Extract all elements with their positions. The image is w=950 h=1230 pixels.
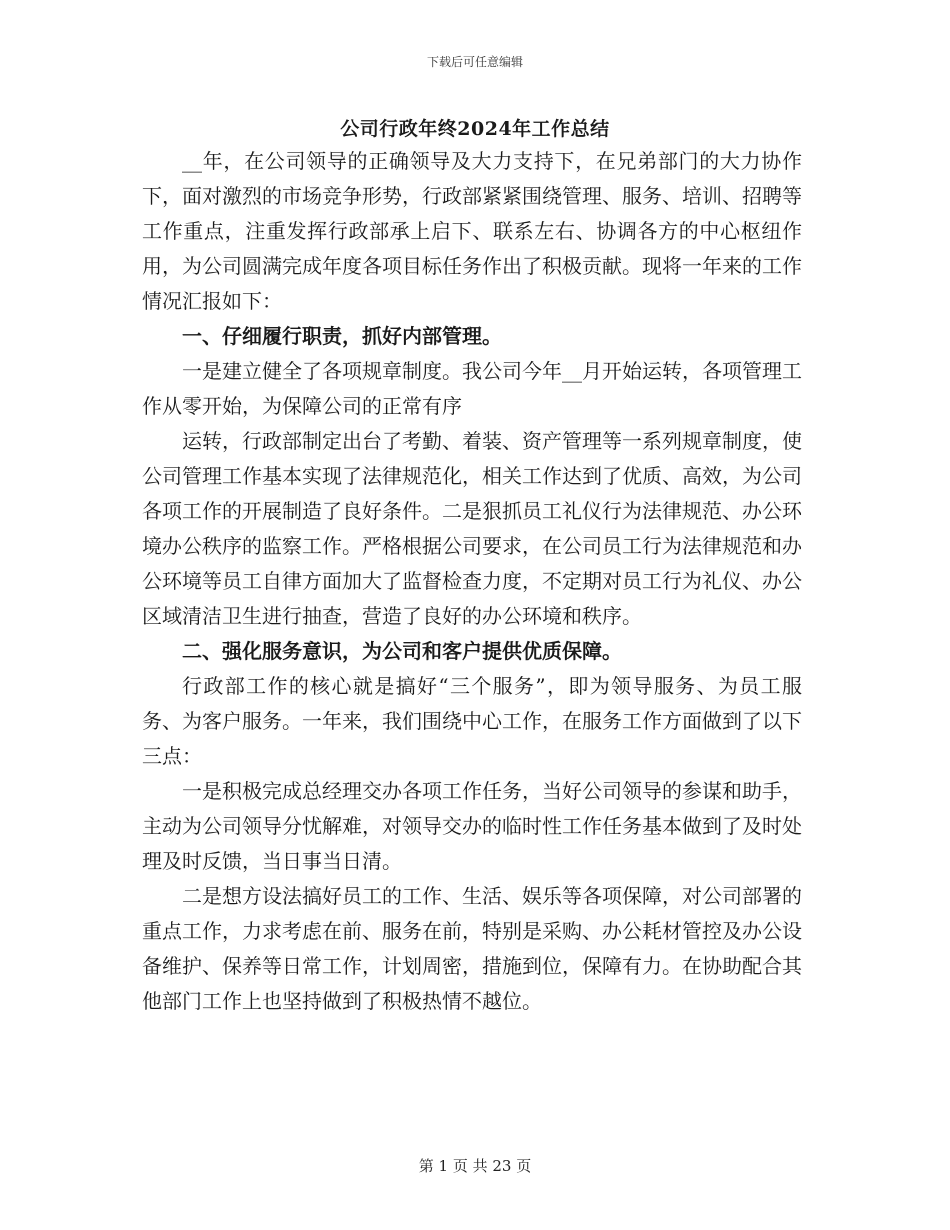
document-title: 公司行政年终2024年工作总结 bbox=[340, 118, 610, 140]
section-heading-1: 一、仔细履行职责，抓好内部管理。 bbox=[182, 324, 502, 348]
intro-paragraph: __年，在公司领导的正确领导及大力支持下，在兄弟部门的大力协作下，面对激烈的市场竞争形势，行政部紧紧围绕管理、服务、培训、招聘等工作重点，注重发挥行政部承上启下、联系左右、协调各方的中心枢纽作用，为公司圆满完成年度各项目标任务作出了积极贡献。现将一年来的工作情况汇报如下： bbox=[142, 149, 802, 313]
document-body bbox=[142, 144, 802, 1019]
body-paragraph: 一是积极完成总经理交办各项工作任务，当好公司领导的参谋和助手，主动为公司领导分忧解难，对领导交办的临时性工作任务基本做到了及时处理及时反馈，当日事当日清。 bbox=[142, 779, 802, 873]
section-heading-2: 二、强化服务意识，为公司和客户提供优质保障。 bbox=[182, 639, 622, 663]
page-number: 第 1 页 共 23 页 bbox=[418, 1157, 532, 1175]
body-paragraph: 二是想方设法搞好员工的工作、生活、娱乐等各项保障，对公司部署的重点工作，力求考虑在前、服务在前，特别是采购、办公耗材管控及办公设备维护、保养等日常工作，计划周密，措施到位，保障有力。在协助配合其他部门工作上也坚持做到了积极热情不越位。 bbox=[142, 884, 802, 1013]
body-paragraph: 运转，行政部制定出台了考勤、着装、资产管理等一系列规章制度，使公司管理工作基本实现了法律规范化，相关工作达到了优质、高效，为公司各项工作的开展制造了良好条件。二是狠抓员工礼仪行为法律规范、办公环境办公秩序的监察工作。严格根据公司要求，在公司员工行为法律规范和办公环境等员工自律方面加大了监督检查力度，不定期对员工行为礼仪、办公区域清洁卫生进行抽查，营造了良好的办公环境和秩序。 bbox=[142, 429, 802, 628]
page-header-note: 下载后可任意编辑 bbox=[426, 55, 523, 69]
body-paragraph: 一是建立健全了各项规章制度。我公司今年__月开始运转，各项管理工作从零开始，为保障公司的正常有序 bbox=[142, 359, 802, 418]
body-paragraph: 行政部工作的核心就是搞好“三个服务”，即为领导服务、为员工服务、为客户服务。一年来，我们围绕中心工作，在服务工作方面做到了以下三点： bbox=[142, 674, 802, 768]
